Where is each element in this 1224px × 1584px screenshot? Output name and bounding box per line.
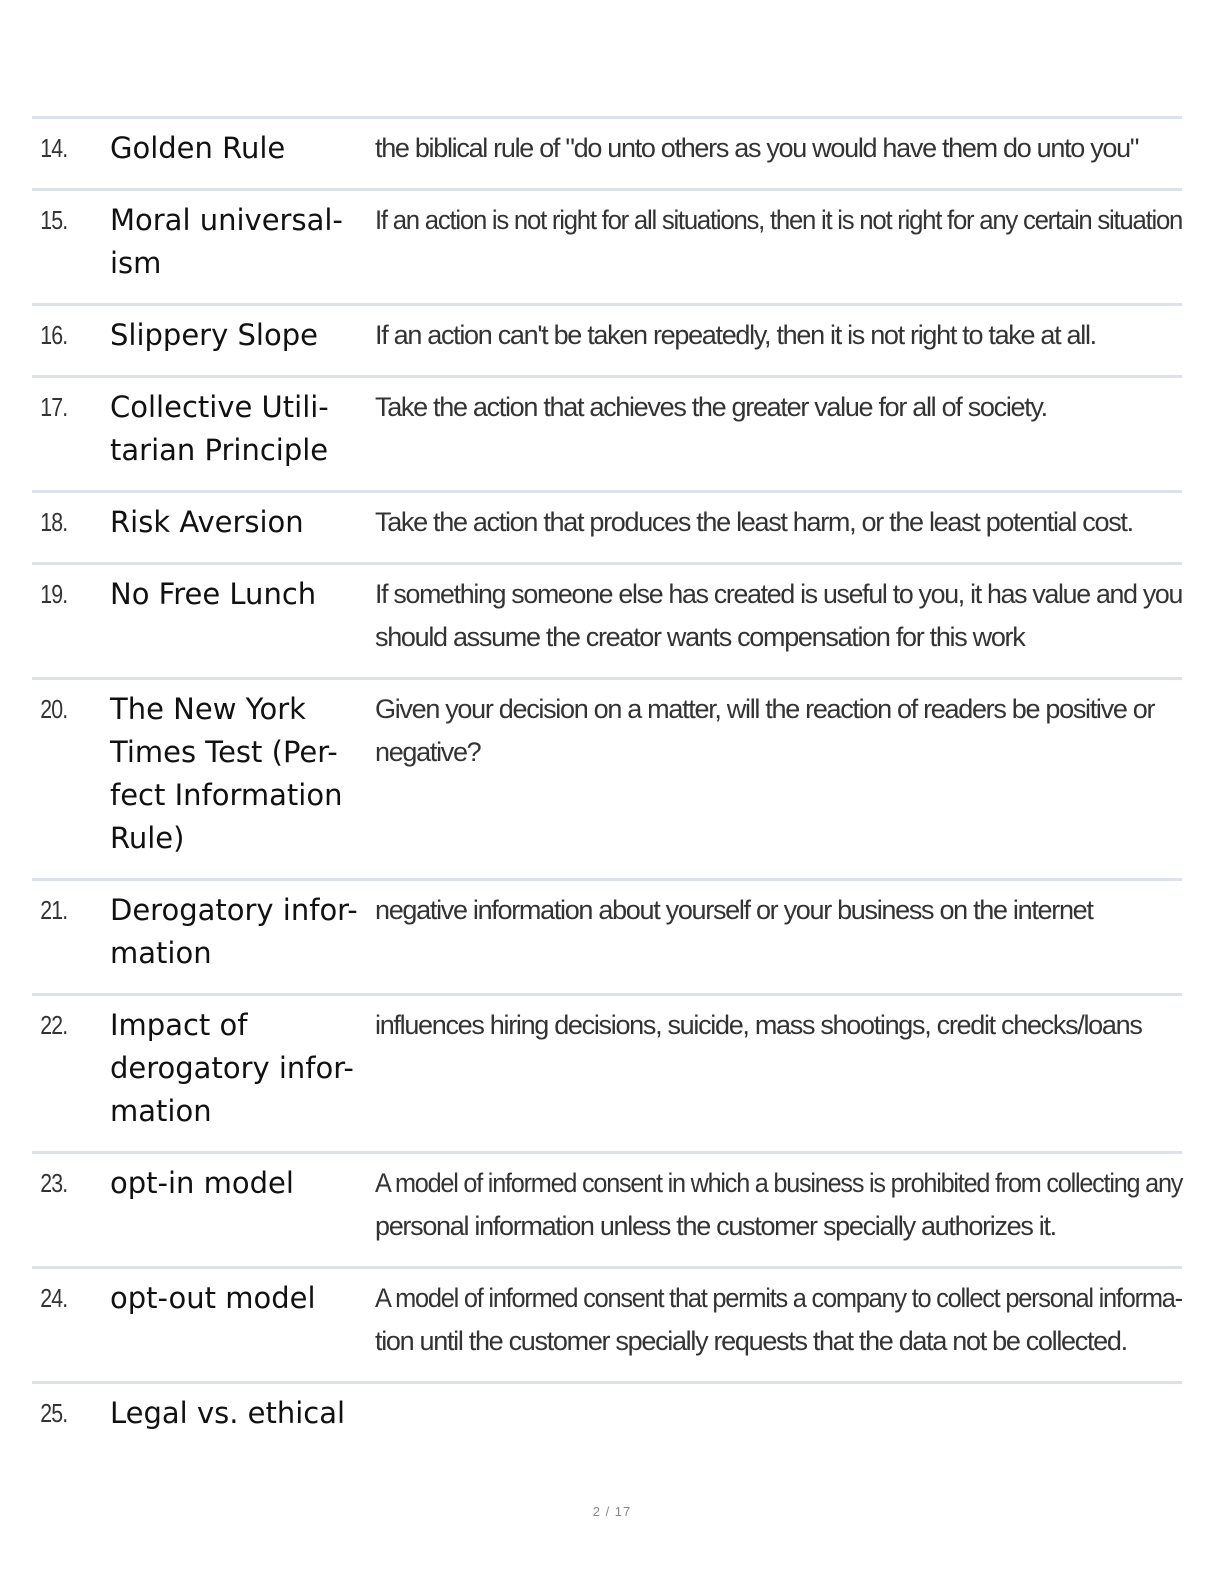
table-row xyxy=(32,677,1182,878)
definition-line: should assume the creator wants compensation for this work xyxy=(375,622,1025,652)
table-row xyxy=(32,303,1182,375)
row-number: 20. xyxy=(40,694,68,724)
term: opt-out model xyxy=(110,1281,316,1315)
table-row xyxy=(32,1381,1182,1435)
flashcard-table xyxy=(32,116,1182,1435)
definition-line: If an action is not right for all situations, then it is not right for any certain situation xyxy=(375,205,1183,235)
row-number: 22. xyxy=(40,1010,68,1040)
table-row xyxy=(32,1266,1182,1381)
definition xyxy=(375,1004,1182,1047)
definition-line: Take the action that produces the least harm, or the least potential cost. xyxy=(375,507,1133,537)
definition xyxy=(375,573,1182,659)
table-row xyxy=(32,490,1182,562)
row-number: 15. xyxy=(40,205,68,235)
term: Moral universal- ism xyxy=(110,203,343,280)
definition xyxy=(375,199,1182,242)
table-row xyxy=(32,878,1182,993)
term: Impact of derogatory infor- mation xyxy=(110,1008,354,1128)
term: opt-in model xyxy=(110,1166,294,1200)
table-row xyxy=(32,188,1182,303)
term: No Free Lunch xyxy=(110,577,317,611)
row-number: 18. xyxy=(40,507,68,537)
definition xyxy=(375,314,1182,357)
definition xyxy=(375,1162,1182,1248)
table-row xyxy=(32,562,1182,677)
table-row xyxy=(32,1151,1182,1266)
definition-line: A model of informed consent that permits a company to collect personal informa- xyxy=(375,1283,1182,1313)
definition-line: negative? xyxy=(375,737,481,767)
row-number: 23. xyxy=(40,1168,68,1198)
term: Golden Rule xyxy=(110,131,286,165)
definition-line: Take the action that achieves the greater value for all of society. xyxy=(375,392,1047,422)
term: Risk Aversion xyxy=(110,505,304,539)
row-number: 16. xyxy=(40,320,68,350)
row-number: 24. xyxy=(40,1283,68,1313)
definition-line: negative information about yourself or your business on the internet xyxy=(375,895,1093,925)
definition-line: personal information unless the customer specially authorizes it. xyxy=(375,1211,1056,1241)
row-number: 17. xyxy=(40,392,68,422)
term: Slippery Slope xyxy=(110,318,318,352)
row-number: 19. xyxy=(40,579,68,609)
definition-line: the biblical rule of "do unto others as you would have them do unto you" xyxy=(375,133,1139,163)
definition-line: Given your decision on a matter, will the reaction of readers be positive or xyxy=(375,694,1155,724)
page-number: 2 / 17 xyxy=(592,1504,632,1519)
term: Derogatory infor- mation xyxy=(110,893,358,970)
definition-line: tion until the customer specially requests that the data not be collected. xyxy=(375,1326,1127,1356)
table-row xyxy=(32,116,1182,188)
row-number: 21. xyxy=(40,895,68,925)
row-number: 25. xyxy=(40,1398,68,1428)
definition xyxy=(375,386,1182,429)
definition-line: If something someone else has created is useful to you, it has value and you xyxy=(375,579,1183,609)
table-row xyxy=(32,993,1182,1151)
definition xyxy=(375,1277,1182,1363)
definition xyxy=(375,889,1182,932)
term: Legal vs. ethical xyxy=(110,1396,346,1430)
term: Collective Utili- tarian Principle xyxy=(110,390,329,467)
definition-line: influences hiring decisions, suicide, mass shootings, credit checks/loans xyxy=(375,1010,1142,1040)
term: The New York Times Test (Per- fect Information Rule) xyxy=(110,692,343,855)
definition xyxy=(375,127,1182,170)
row-number: 14. xyxy=(40,133,68,163)
definition xyxy=(375,501,1182,544)
table-row xyxy=(32,375,1182,490)
definition-line: If an action can't be taken repeatedly, then it is not right to take at all. xyxy=(375,320,1096,350)
definition xyxy=(375,688,1182,774)
definition-line: A model of informed consent in which a business is prohibited from collecting any xyxy=(375,1168,1183,1198)
